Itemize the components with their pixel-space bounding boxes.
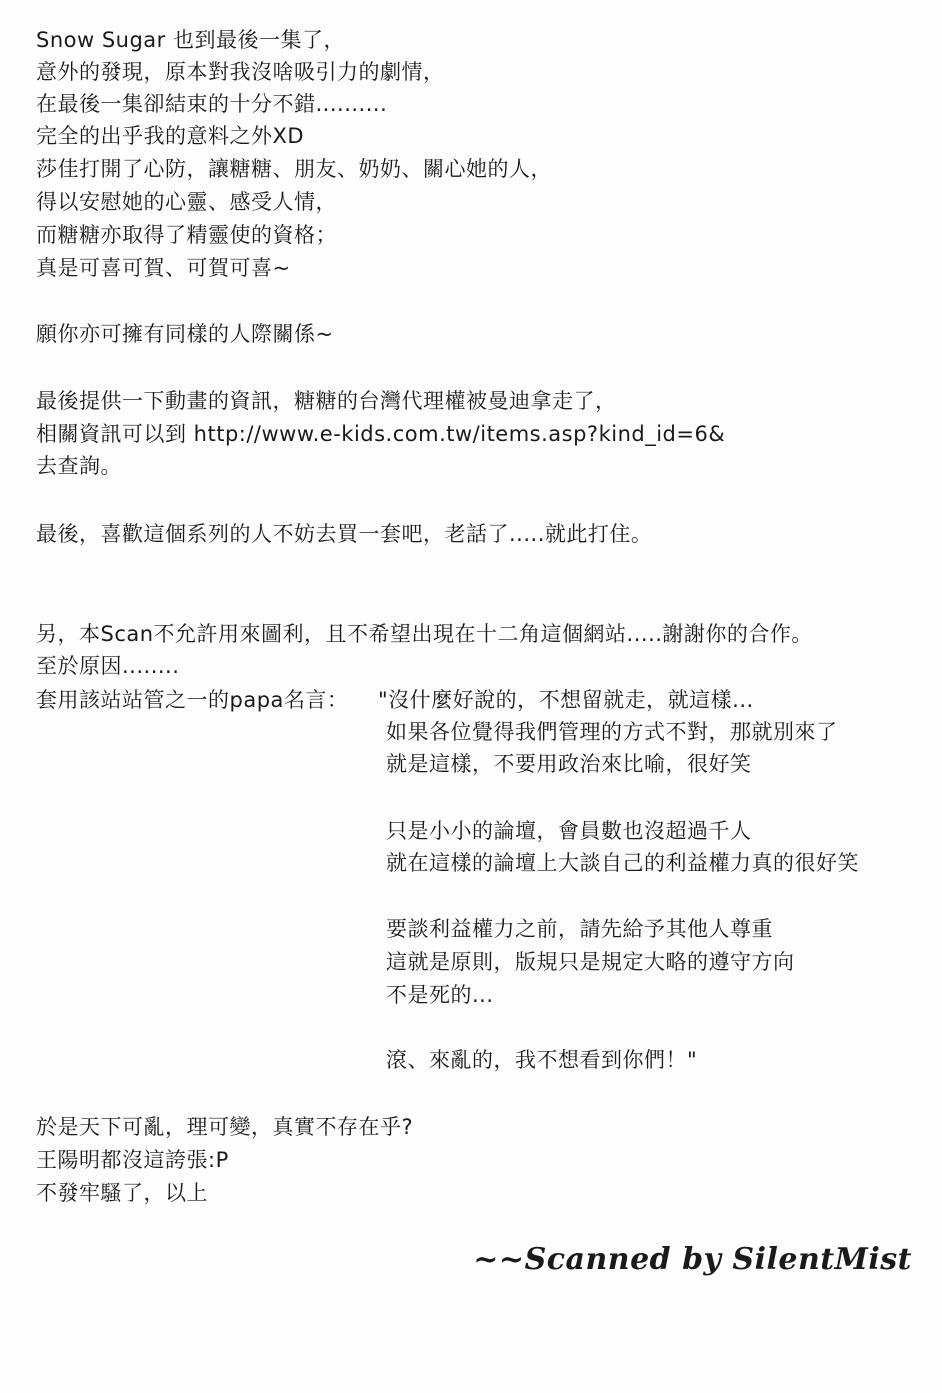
info-line-3: 去查詢。 <box>36 454 122 478</box>
info-line-1: 最後提供一下動畫的資訊，糖糖的台灣代理權被曼迪拿走了， <box>36 389 617 413</box>
intro-line-1: Snow Sugar 也到最後一集了， <box>36 28 345 52</box>
quote-line-4: 只是小小的論壇，會員數也沒超過千人 <box>386 819 752 843</box>
quote-line-3: 就是這樣，不要用政治來比喻，很好笑 <box>386 752 752 776</box>
quote-line-8: 不是死的... <box>386 983 494 1007</box>
info-line-2: 相關資訊可以到 http://www.e-kids.com.tw/items.asp?kind_id=6& <box>36 422 726 446</box>
outro-line-2: 王陽明都沒這誇張:P <box>36 1148 229 1172</box>
outro-line-3: 不發牢騷了，以上 <box>36 1181 208 1205</box>
intro-line-6: 得以安慰她的心靈、感受人情， <box>36 190 337 214</box>
notice-line-1: 另，本Scan不允許用來圖利，且不希望出現在十二角這個網站.....謝謝你的合作。 <box>36 622 813 646</box>
scanner-signature: ~~Scanned by SilentMist <box>473 1242 912 1277</box>
outro-line-1: 於是天下可亂，理可變，真實不存在乎? <box>36 1115 414 1139</box>
quote-line-9: 滾、來亂的，我不想看到你們！" <box>386 1048 698 1072</box>
intro-line-3: 在最後一集卻結束的十分不錯.......... <box>36 92 388 116</box>
quote-line-2: 如果各位覺得我們管理的方式不對，那就別來了 <box>386 720 838 744</box>
quote-line-7: 這就是原則，版規只是規定大略的遵守方向 <box>386 950 795 974</box>
quote-intro: 套用該站站管之一的papa名言： <box>36 688 349 712</box>
intro-line-7: 而糖糖亦取得了精靈使的資格； <box>36 223 337 247</box>
intro-line-5: 莎佳打開了心防，讓糖糖、朋友、奶奶、關心她的人， <box>36 157 552 181</box>
quote-line-6: 要談利益權力之前，請先給予其他人尊重 <box>386 917 773 941</box>
quote-line-5: 就在這樣的論壇上大談自己的利益權力真的很好笑 <box>386 851 859 875</box>
intro-line-8: 真是可喜可賀、可賀可喜~ <box>36 256 291 280</box>
intro-line-2: 意外的發現，原本對我沒啥吸引力的劇情， <box>36 60 445 84</box>
intro-line-4: 完全的出乎我的意料之外XD <box>36 124 305 148</box>
wish-line: 願你亦可擁有同樣的人際關係~ <box>36 322 334 346</box>
quote-line-1: "沒什麼好說的，不想留就走，就這樣... <box>378 688 754 712</box>
notice-line-2: 至於原因........ <box>36 654 180 678</box>
closing-line: 最後，喜歡這個系列的人不妨去買一套吧，老話了.....就此打住。 <box>36 522 653 546</box>
